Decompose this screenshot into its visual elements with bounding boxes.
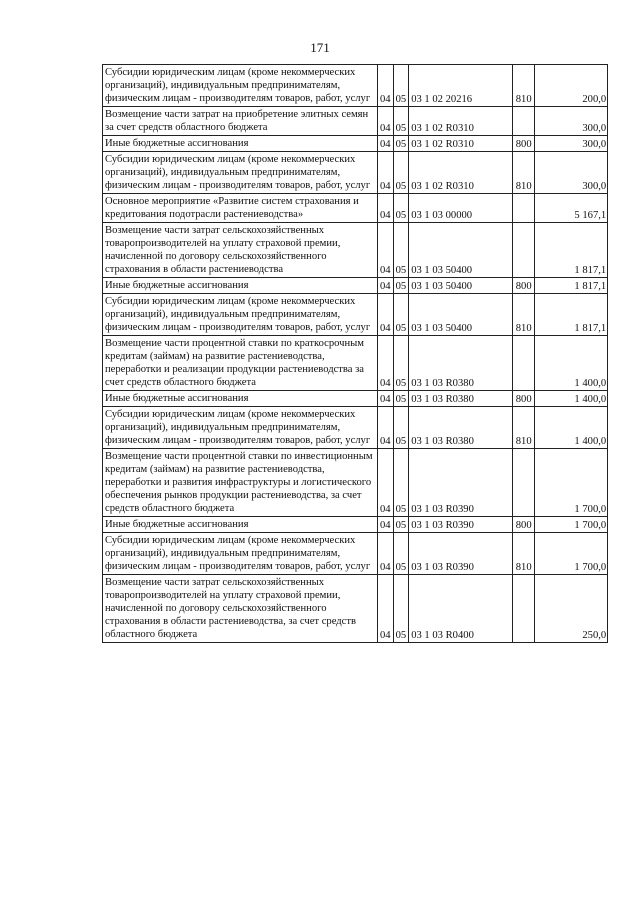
row-amount: 1 400,0 [535, 336, 608, 391]
row-name: Иные бюджетные ассигнования [103, 391, 378, 407]
row-section-code: 04 [378, 152, 394, 194]
row-subsection-code: 05 [393, 136, 409, 152]
row-section-code: 04 [378, 517, 394, 533]
row-amount: 1 817,1 [535, 223, 608, 278]
row-section-code: 04 [378, 294, 394, 336]
row-subsection-code: 05 [393, 336, 409, 391]
row-expense-type-code [513, 194, 535, 223]
table-row [103, 407, 608, 449]
row-expense-type-code: 810 [513, 65, 535, 107]
row-expense-type-code: 810 [513, 152, 535, 194]
row-target-article-code: 03 1 03 R0390 [409, 517, 513, 533]
row-subsection-code: 05 [393, 278, 409, 294]
row-subsection-code: 05 [393, 194, 409, 223]
row-section-code: 04 [378, 336, 394, 391]
table-row [103, 533, 608, 575]
row-amount: 1 700,0 [535, 533, 608, 575]
row-target-article-code: 03 1 02 R0310 [409, 136, 513, 152]
row-name: Возмещение части процентной ставки по краткосрочным кредитам (займам) на развитие растениеводства, переработки и реализации продукции растениеводства за счет средств областного бюджета [103, 336, 378, 391]
row-target-article-code: 03 1 02 R0310 [409, 152, 513, 194]
row-amount: 200,0 [535, 65, 608, 107]
row-section-code: 04 [378, 136, 394, 152]
row-amount: 1 817,1 [535, 294, 608, 336]
row-amount: 1 700,0 [535, 449, 608, 517]
row-amount: 1 700,0 [535, 517, 608, 533]
row-subsection-code: 05 [393, 407, 409, 449]
page-number: 171 [310, 40, 330, 55]
table-row [103, 136, 608, 152]
row-target-article-code: 03 1 03 R0380 [409, 407, 513, 449]
row-subsection-code: 05 [393, 391, 409, 407]
row-amount: 300,0 [535, 152, 608, 194]
row-name: Возмещение части затрат на приобретение элитных семян за счет средств областного бюджета [103, 107, 378, 136]
row-section-code: 04 [378, 391, 394, 407]
row-target-article-code: 03 1 02 20216 [409, 65, 513, 107]
row-target-article-code: 03 1 03 50400 [409, 294, 513, 336]
table-row [103, 575, 608, 643]
row-target-article-code: 03 1 03 50400 [409, 278, 513, 294]
row-name: Иные бюджетные ассигнования [103, 278, 378, 294]
row-subsection-code: 05 [393, 533, 409, 575]
row-target-article-code: 03 1 03 R0390 [409, 533, 513, 575]
row-section-code: 04 [378, 278, 394, 294]
row-amount: 1 817,1 [535, 278, 608, 294]
row-section-code: 04 [378, 407, 394, 449]
row-section-code: 04 [378, 107, 394, 136]
budget-table-body [103, 65, 608, 643]
row-target-article-code: 03 1 03 00000 [409, 194, 513, 223]
row-name: Субсидии юридическим лицам (кроме некоммерческих организаций), индивидуальным предпринимателям, физическим лицам - производителям товаров, работ, услуг [103, 294, 378, 336]
budget-table [102, 64, 608, 643]
row-section-code: 04 [378, 575, 394, 643]
row-amount: 300,0 [535, 136, 608, 152]
row-subsection-code: 05 [393, 449, 409, 517]
row-subsection-code: 05 [393, 107, 409, 136]
row-expense-type-code: 800 [513, 391, 535, 407]
row-section-code: 04 [378, 533, 394, 575]
row-expense-type-code: 800 [513, 517, 535, 533]
row-section-code: 04 [378, 194, 394, 223]
row-target-article-code: 03 1 03 R0380 [409, 391, 513, 407]
row-target-article-code: 03 1 03 R0400 [409, 575, 513, 643]
row-expense-type-code [513, 223, 535, 278]
row-name: Возмещение части процентной ставки по инвестиционным кредитам (займам) на развитие растениеводства, переработки и развития инфраструктуры и логистического обеспечения рынков продукции растениеводства, за счет средств областного бюджета [103, 449, 378, 517]
row-name: Основное мероприятие «Развитие систем страхования и кредитования подотрасли растениеводства» [103, 194, 378, 223]
table-row [103, 517, 608, 533]
row-amount: 1 400,0 [535, 391, 608, 407]
row-target-article-code: 03 1 03 R0390 [409, 449, 513, 517]
row-section-code: 04 [378, 223, 394, 278]
row-subsection-code: 05 [393, 223, 409, 278]
row-expense-type-code: 810 [513, 294, 535, 336]
row-expense-type-code: 800 [513, 278, 535, 294]
row-section-code: 04 [378, 449, 394, 517]
row-amount: 250,0 [535, 575, 608, 643]
table-row [103, 391, 608, 407]
row-amount: 5 167,1 [535, 194, 608, 223]
row-section-code: 04 [378, 65, 394, 107]
table-row [103, 107, 608, 136]
table-row [103, 449, 608, 517]
table-row [103, 65, 608, 107]
row-name: Возмещение части затрат сельскохозяйственных товаропроизводителей на уплату страховой премии, начисленной по договору сельскохозяйственного страхования в области растениеводства [103, 223, 378, 278]
row-subsection-code: 05 [393, 152, 409, 194]
row-expense-type-code: 810 [513, 407, 535, 449]
row-subsection-code: 05 [393, 294, 409, 336]
row-expense-type-code: 800 [513, 136, 535, 152]
table-row [103, 336, 608, 391]
row-name: Иные бюджетные ассигнования [103, 136, 378, 152]
row-name: Субсидии юридическим лицам (кроме некоммерческих организаций), индивидуальным предпринимателям, физическим лицам - производителям товаров, работ, услуг [103, 407, 378, 449]
row-target-article-code: 03 1 03 50400 [409, 223, 513, 278]
row-amount: 300,0 [535, 107, 608, 136]
row-expense-type-code: 810 [513, 533, 535, 575]
row-amount: 1 400,0 [535, 407, 608, 449]
row-expense-type-code [513, 336, 535, 391]
row-expense-type-code [513, 575, 535, 643]
table-row [103, 152, 608, 194]
table-row [103, 223, 608, 278]
row-target-article-code: 03 1 03 R0380 [409, 336, 513, 391]
table-row [103, 294, 608, 336]
row-name: Возмещение части затрат сельскохозяйственных товаропроизводителей на уплату страховой премии, начисленной по договору сельскохозяйственного страхования в области растениеводства, за счет средств областного бюджета [103, 575, 378, 643]
row-subsection-code: 05 [393, 517, 409, 533]
row-subsection-code: 05 [393, 65, 409, 107]
row-subsection-code: 05 [393, 575, 409, 643]
row-name: Субсидии юридическим лицам (кроме некоммерческих организаций), индивидуальным предпринимателям, физическим лицам - производителям товаров, работ, услуг [103, 65, 378, 107]
row-target-article-code: 03 1 02 R0310 [409, 107, 513, 136]
row-expense-type-code [513, 449, 535, 517]
row-expense-type-code [513, 107, 535, 136]
table-row [103, 278, 608, 294]
row-name: Субсидии юридическим лицам (кроме некоммерческих организаций), индивидуальным предпринимателям, физическим лицам - производителям товаров, работ, услуг [103, 152, 378, 194]
row-name: Иные бюджетные ассигнования [103, 517, 378, 533]
row-name: Субсидии юридическим лицам (кроме некоммерческих организаций), индивидуальным предпринимателям, физическим лицам - производителям товаров, работ, услуг [103, 533, 378, 575]
table-row [103, 194, 608, 223]
